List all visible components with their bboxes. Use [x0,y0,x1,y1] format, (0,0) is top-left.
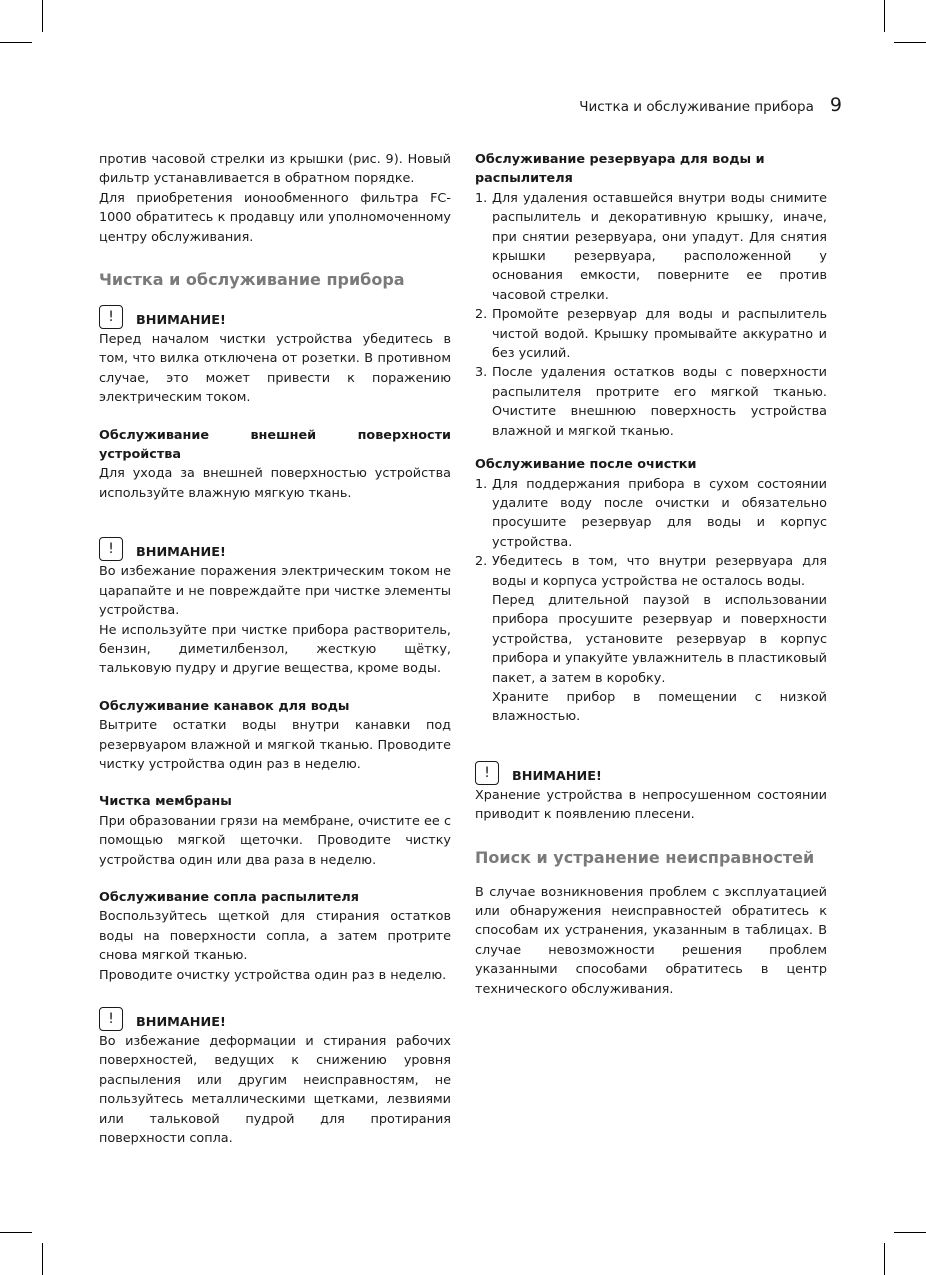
warning-block [475,761,827,785]
crop-mark [884,0,885,32]
crop-mark [884,1243,885,1275]
list-text: После удаления остатков воды с поверхности распылителя протрите его мягкой тканью. Очистите внешнюю поверхность устройства влажной и мягкой тканью. [492,365,827,439]
list-text: Храните прибор в помещении с низкой влажностью. [492,689,827,725]
list-text: Промойте резервуар для воды и распылитель чистой водой. Крышку промывайте аккуратно и без усилий. [492,307,827,362]
crop-mark [42,1243,43,1275]
list-text-group [492,552,827,727]
warning-block [99,537,451,561]
paragraph: При образовании грязи на мембране, очистите ее с помощью мягкой щеточки. Проводите чистку устройства один или два раза в неделю. [99,813,451,868]
list-item [475,305,827,363]
list-item [475,552,827,727]
list-item [475,189,827,305]
list-item [475,475,827,553]
right-column [475,150,827,999]
list-text: Для удаления оставшейся внутри воды снимите распылитель и декоративную крышку, иначе, при снятии резервуара, они упадут. Для снятия крышки резервуара, расположенной у основания емкости, поверните ее против часовой стрелки. [492,190,827,303]
warning-label: ВНИМАНИЕ! [512,768,602,784]
paragraph: Для ухода за внешней поверхностью устройства используйте влажную мягкую ткань. [99,466,451,501]
paragraph: Воспользуйтесь щеткой для стирания остатков воды на поверхности сопла, а затем протрите снова мягкой тканью. [99,909,451,964]
subsection-heading: Чистка мембраны [99,794,232,810]
crop-mark [894,1232,926,1233]
list-text: Перед длительной паузой в использовании прибора просушите резервуар и поверхности устройства, установите резервуар в корпус прибора и упакуйте увлажнитель в пластиковый пакет, а затем в коробку. [492,592,827,686]
paragraph: Вытрите остатки воды внутри канавки под резервуаром влажной и мягкой тканью. Проводите чистку устройства один раз в неделю. [99,718,451,772]
list-number: 1. [475,476,488,492]
running-header [579,94,842,116]
subsection-heading: Обслуживание внешней поверхности устройства [99,427,451,463]
crop-mark [42,0,43,32]
crop-mark [894,42,926,43]
list-text: Для поддержания прибора в сухом состоянии удалите воду после очистки и обязательно просушите резервуар для воды и корпус устройства. [492,476,827,550]
warning-block [99,1007,451,1031]
warning-label: ВНИМАНИЕ! [136,545,226,561]
warning-text: Хранение устройства в непросушенном состоянии приводит к появлению плесени. [475,787,827,823]
list-number: 1. [475,190,488,206]
warning-text: Не используйте при чистке прибора растворитель, бензин, диметилбензол, жесткую щётку, тальковую пудру и другие вещества, кроме воды. [99,622,451,677]
list-number: 2. [475,307,488,323]
after-cleaning-list [475,475,827,727]
header-section-title: Чистка и обслуживание прибора [579,99,814,115]
subsection-heading: Обслуживание канавок для воды [99,698,350,714]
list-number: 2. [475,554,488,570]
page-number: 9 [829,94,842,116]
subsection-heading: Обслуживание сопла распылителя [99,889,359,905]
warning-label: ВНИМАНИЕ! [136,1015,226,1030]
exclamation-icon: ! [99,305,123,329]
exclamation-icon: ! [99,537,123,561]
warning-text: Во избежание деформации и стирания рабочих поверхностей, ведущих к снижению уровня распыления или другим неисправностям, не пользуйтесь металлическими щетками, лезвиями или тальковой пудрой для протирания поверхности сопла. [99,1034,451,1147]
crop-mark [0,42,32,43]
warning-text: Перед началом чистки устройства убедитесь в том, что вилка отключена от розетки. В противном случае, это может привести к поражению электрическим током. [99,332,451,406]
intro-paragraph: Для приобретения ионообменного фильтра FC-1000 обратитесь к продавцу или уполномоченному центру обслуживания. [99,190,451,245]
exclamation-icon: ! [99,1007,123,1031]
intro-paragraph: против часовой стрелки из крышки (рис. 9). Новый фильтр устанавливается в обратном порядке. [99,152,451,187]
list-text: Убедитесь в том, что внутри резервуара для воды и корпуса устройства не осталось воды. [492,554,827,589]
subsection-heading: Обслуживание после очистки [475,457,697,473]
warning-label: ВНИМАНИЕ! [136,313,226,329]
paragraph: Проводите очистку устройства один раз в неделю. [99,967,447,983]
subsection-heading: Обслуживание резервуара для воды и распылителя [475,152,765,187]
tank-list [475,189,827,441]
warning-block [99,305,451,329]
warning-text: Во избежание поражения электрическим током не царапайте и не повреждайте при чистке элементы устройства. [99,564,451,619]
exclamation-icon: ! [475,761,499,785]
left-column [99,150,451,1148]
section-heading: Поиск и устранение неисправностей [475,847,815,867]
crop-mark [0,1232,32,1233]
list-item [475,363,827,441]
paragraph: В случае возникновения проблем с эксплуатацией или обнаружения неисправностей обратитесь к способам их устранения, указанным в таблицах. В случае невозможности решения проблем указанными способами обратитесь в центр технического обслуживания. [475,884,827,997]
section-heading: Чистка и обслуживание прибора [99,270,405,290]
list-number: 3. [475,365,488,381]
